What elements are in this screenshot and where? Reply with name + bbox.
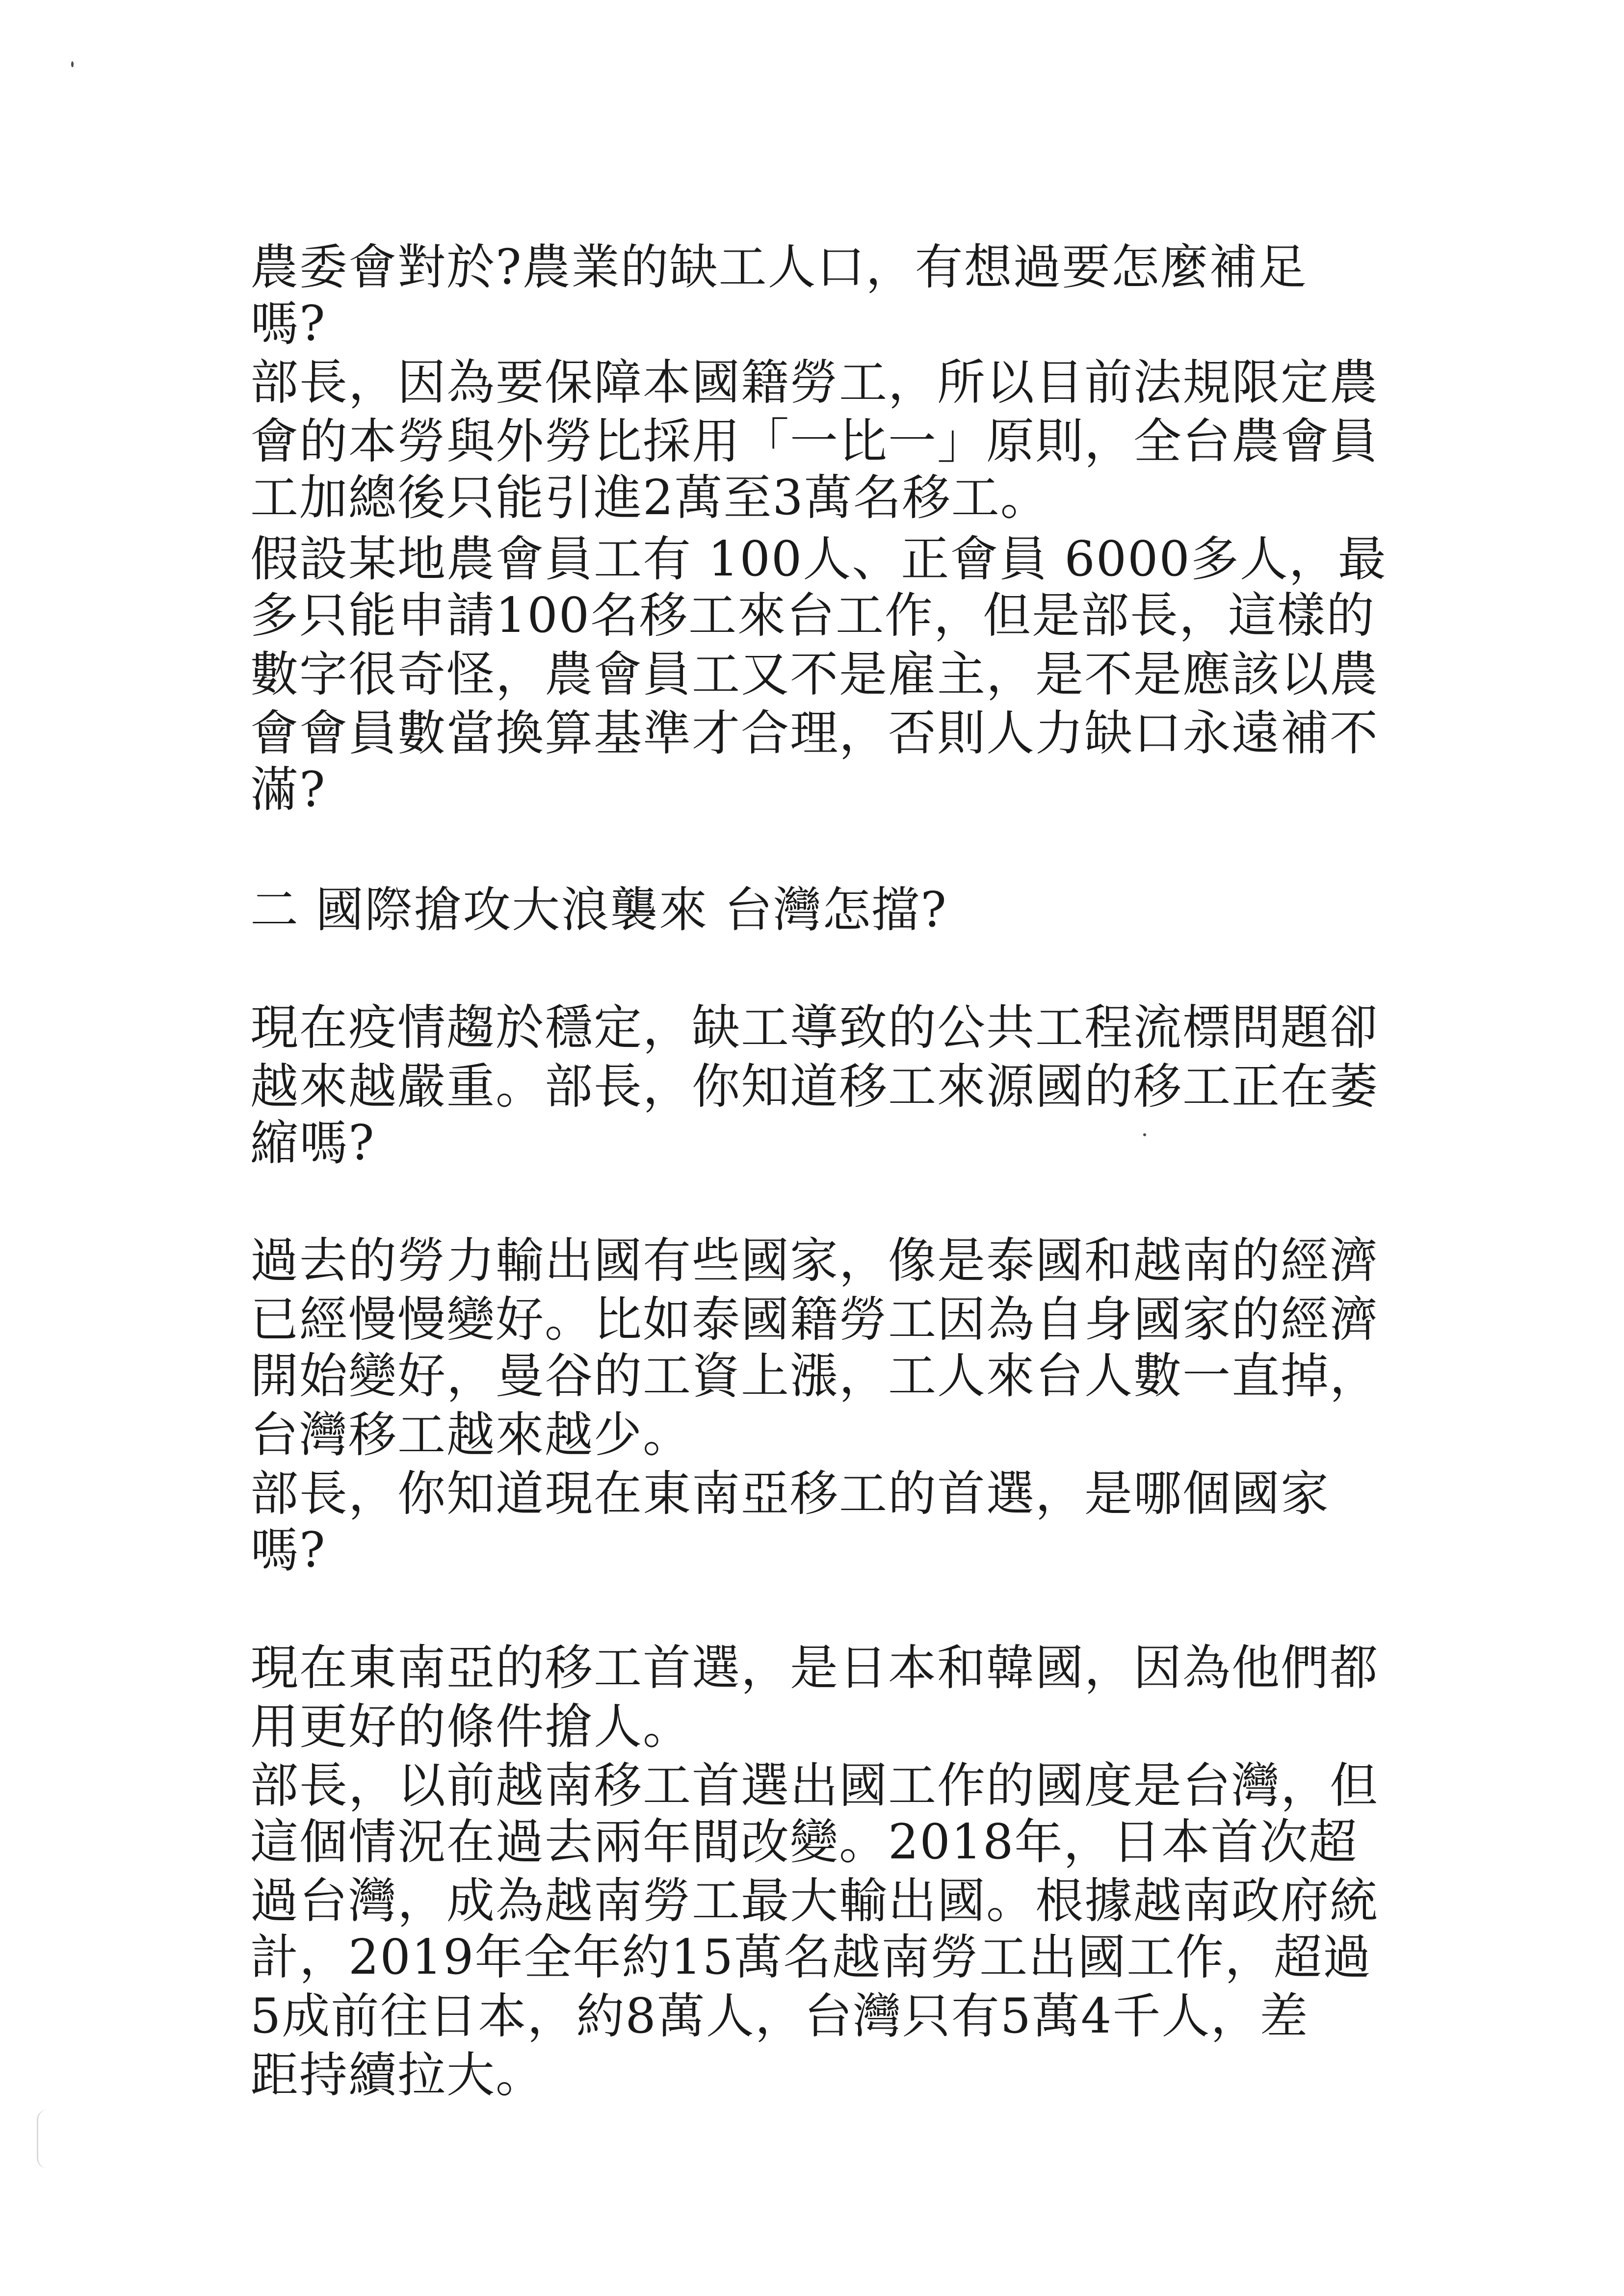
text-line: 計，2019年全年約15萬名越南勞工出國工作，超過 — [250, 1930, 1372, 1985]
text-line: 越來越嚴重。部長，你知道移工來源國的移工正在萎 — [250, 1059, 1379, 1115]
text-line: 假設某地農會員工有 100人、正會員 6000多人，最 — [250, 531, 1387, 587]
text-line: 部長，你知道現在東南亞移工的首選，是哪個國家 — [250, 1466, 1330, 1522]
text-line: 過台灣，成為越南勞工最大輸出國。根據越南政府統 — [250, 1873, 1379, 1929]
text-line: 嗎? — [250, 296, 326, 352]
text-line: 會會員數當換算基準才合理，否則人力缺口永遠補不 — [250, 705, 1379, 761]
scan-speck — [71, 61, 74, 67]
text-line: 部長，以前越南移工首選出國工作的國度是台灣，但 — [250, 1758, 1379, 1814]
text-line: 現在東南亞的移工首選，是日本和韓國，因為他們都 — [250, 1640, 1379, 1696]
text-line: 5成前往日本，約8萬人，台灣只有5萬4千人，差 — [250, 1988, 1309, 2044]
text-line: 台灣移工越來越少。 — [250, 1407, 692, 1463]
text-line: 已經慢慢變好。比如泰國籍勞工因為自身國家的經濟 — [250, 1292, 1379, 1348]
text-line: 縮嗎? — [250, 1115, 375, 1171]
scan-smudge — [37, 2110, 58, 2168]
text-line: 嗎? — [250, 1522, 326, 1578]
text-line: 部長，因為要保障本國籍勞工，所以目前法規限定農 — [250, 355, 1379, 411]
text-line: 滿? — [250, 762, 326, 818]
text-line: 用更好的條件搶人。 — [250, 1699, 692, 1755]
text-line: 這個情況在過去兩年間改變。2018年，日本首次超 — [250, 1814, 1358, 1870]
text-line: 多只能申請100名移工來台工作，但是部長，這樣的 — [250, 588, 1376, 644]
section-heading: 二 國際搶攻大浪襲來 台灣怎擋? — [250, 882, 947, 938]
text-line: 農委會對於?農業的缺工人口，有想過要怎麼補足 — [250, 239, 1308, 295]
scan-speck — [1143, 1133, 1146, 1136]
text-line: 會的本勞與外勞比採用「一比一」原則，全台農會員 — [250, 414, 1379, 470]
text-line: 距持續拉大。 — [250, 2047, 545, 2103]
text-line: 過去的勞力輸出國有些國家，像是泰國和越南的經濟 — [250, 1233, 1379, 1289]
text-line: 開始變好，曼谷的工資上漲，工人來台人數一直掉， — [250, 1348, 1379, 1404]
text-line: 工加總後只能引進2萬至3萬名移工。 — [250, 470, 1049, 526]
text-line: 數字很奇怪，農會員工又不是雇主，是不是應該以農 — [250, 647, 1379, 703]
text-line: 現在疫情趨於穩定，缺工導致的公共工程流標問題卻 — [250, 1000, 1379, 1056]
